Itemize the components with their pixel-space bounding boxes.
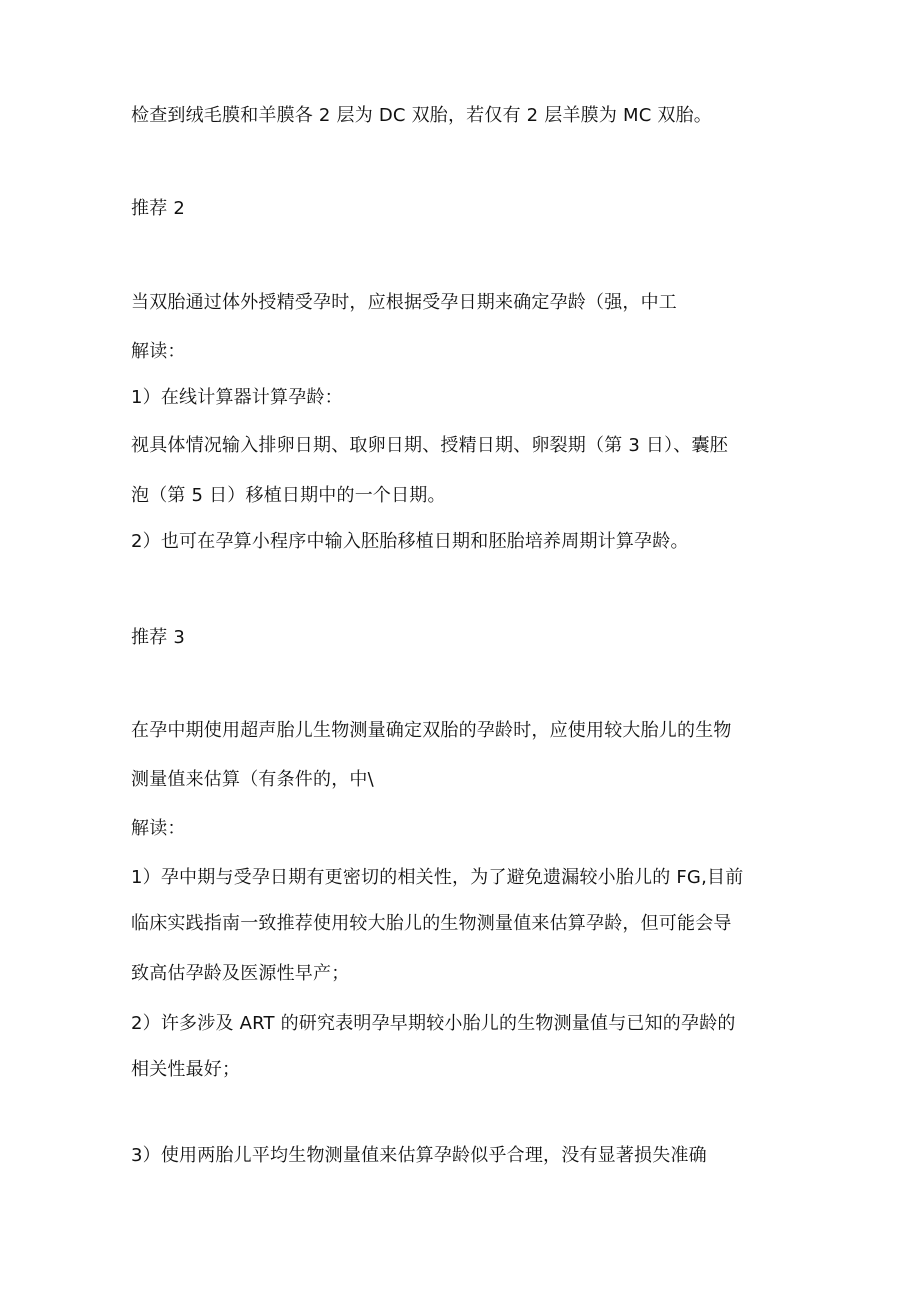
text-line: 在孕中期使用超声胎儿生物测量确定双胎的孕龄时，应使用较大胎儿的生物 [131, 720, 732, 741]
text-line: 1）孕中期与受孕日期有更密切的相关性，为了避免遗漏较小胎儿的 FG,目前 [131, 867, 744, 888]
text-line: 3）使用两胎儿平均生物测量值来估算孕龄似乎合理，没有显著损失准确 [131, 1145, 707, 1166]
text-line: 致高估孕龄及医源性早产； [131, 963, 350, 984]
text-line: 解读： [131, 818, 186, 839]
text-line: 视具体情况输入排卵日期、取卵日期、授精日期、卵裂期（第 3 日）、囊胚 [131, 435, 728, 456]
section-heading: 推荐 2 [131, 198, 185, 219]
text-line: 临床实践指南一致推荐使用较大胎儿的生物测量值来估算孕龄，但可能会导 [131, 913, 732, 934]
text-line: 2）许多涉及 ART 的研究表明孕早期较小胎儿的生物测量值与已知的孕龄的 [131, 1013, 736, 1034]
text-line: 当双胎通过体外授精受孕时，应根据受孕日期来确定孕龄（强，中工 [131, 292, 677, 313]
text-line: 测量值来估算（有条件的，中\ [131, 769, 374, 790]
text-line: 2）也可在孕算小程序中输入胚胎移植日期和胚胎培养周期计算孕龄。 [131, 531, 689, 552]
text-line: 泡（第 5 日）移植日期中的一个日期。 [131, 485, 446, 506]
text-line: 解读： [131, 341, 186, 362]
text-line: 1）在线计算器计算孕龄： [131, 387, 343, 408]
section-heading: 推荐 3 [131, 627, 185, 648]
text-line: 相关性最好； [131, 1059, 241, 1080]
text-line: 检查到绒毛膜和羊膜各 2 层为 DC 双胎，若仅有 2 层羊膜为 MC 双胎。 [131, 105, 713, 126]
